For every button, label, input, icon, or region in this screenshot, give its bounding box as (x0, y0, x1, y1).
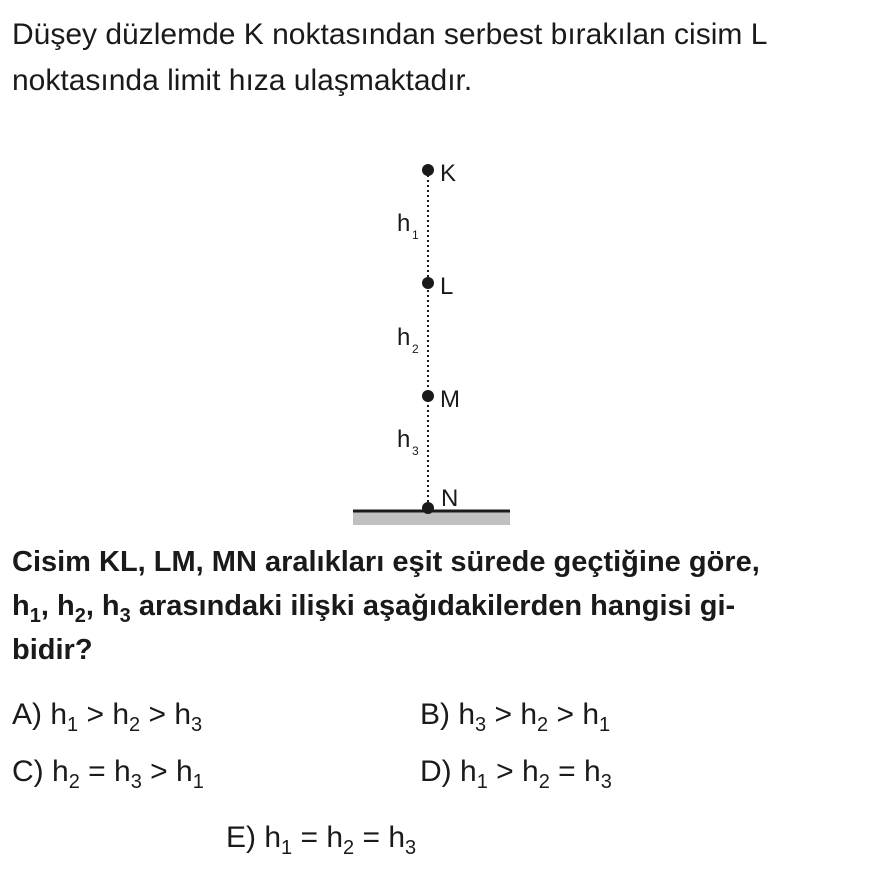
expr-text: = h (79, 755, 131, 788)
intro-line-1: Düşey düzlemde K noktasından serbest bırakılan cisim L (12, 18, 768, 51)
expr-text: > h (78, 698, 130, 731)
expr-text: > h (486, 698, 538, 731)
expr-text: h (264, 821, 282, 854)
expr-sub: 2 (129, 714, 141, 736)
expr-sub: 3 (191, 714, 203, 736)
option-label: D) (420, 755, 452, 788)
expr-text: > h (141, 755, 193, 788)
question-line-1: Cisim KL, LM, MN aralıkları eşit sürede geçtiğine göre, (12, 546, 760, 578)
option-label: B) (420, 698, 450, 731)
q-sub-3: 3 (119, 605, 131, 627)
expr-sub: 3 (405, 837, 417, 859)
intro-line-2: noktasında limit hıza ulaşmaktadır. (12, 64, 473, 97)
expr-sub: 1 (476, 771, 488, 793)
question-text (12, 540, 872, 672)
question-line-2 (12, 584, 872, 628)
expr-text: = h (549, 755, 601, 788)
expr-text: = h (292, 821, 344, 854)
expr-sub: 1 (599, 714, 611, 736)
option-expression (264, 821, 417, 859)
q-line-2-rest: arasındaki ilişki aşağıdakilerden hangisi gi- (130, 590, 736, 622)
option-label: A) (12, 698, 42, 731)
q-h-letter: , h (40, 590, 75, 622)
expr-sub: 1 (67, 714, 79, 736)
expr-text: h (460, 755, 477, 788)
expr-sub: 2 (538, 771, 550, 793)
point-m-dot (422, 390, 434, 402)
point-m-label: M (440, 386, 460, 413)
expr-text: > h (548, 698, 600, 731)
option-expression (52, 755, 204, 793)
h2-label (397, 324, 419, 356)
expr-text: h (458, 698, 476, 731)
option-label: C) (12, 755, 44, 788)
expr-sub: 3 (600, 771, 612, 793)
option-a[interactable] (12, 695, 202, 735)
expr-text: > h (487, 755, 539, 788)
q-h-letter: , h (85, 590, 120, 622)
option-e[interactable] (226, 818, 416, 858)
q-sub-2: 2 (74, 605, 86, 627)
expr-sub: 1 (192, 771, 204, 793)
point-l-dot (422, 277, 434, 289)
expr-sub: 3 (130, 771, 142, 793)
point-n-label: N (441, 485, 459, 512)
point-k-label: K (440, 160, 457, 187)
h1-letter: h (397, 210, 411, 237)
q-h-letter: h (12, 590, 30, 622)
option-expression (460, 755, 612, 793)
point-n-dot (422, 502, 434, 514)
option-label: E) (226, 821, 256, 854)
expr-sub: 2 (68, 771, 80, 793)
expr-sub: 1 (281, 837, 293, 859)
h3-letter: h (397, 426, 411, 453)
option-d[interactable] (420, 752, 612, 792)
h1-label (397, 210, 419, 242)
option-expression (458, 698, 611, 736)
ground-surface (353, 511, 510, 525)
h2-subscript: 2 (412, 342, 419, 356)
expr-text: > h (140, 698, 192, 731)
expr-sub: 2 (537, 714, 549, 736)
option-expression (50, 698, 203, 736)
option-b[interactable] (420, 695, 610, 735)
expr-text: h (52, 755, 69, 788)
question-line-3: bidir? (12, 634, 93, 666)
option-c[interactable] (12, 752, 204, 792)
expr-sub: 3 (475, 714, 487, 736)
q-sub-1: 1 (29, 605, 41, 627)
point-l-label: L (440, 273, 454, 300)
expr-text: h (50, 698, 68, 731)
expr-text: = h (354, 821, 406, 854)
expr-sub: 2 (343, 837, 355, 859)
h3-subscript: 3 (412, 444, 419, 458)
h3-label (397, 426, 419, 458)
h2-letter: h (397, 324, 411, 351)
h1-subscript: 1 (412, 228, 419, 242)
point-k-dot (422, 164, 434, 176)
